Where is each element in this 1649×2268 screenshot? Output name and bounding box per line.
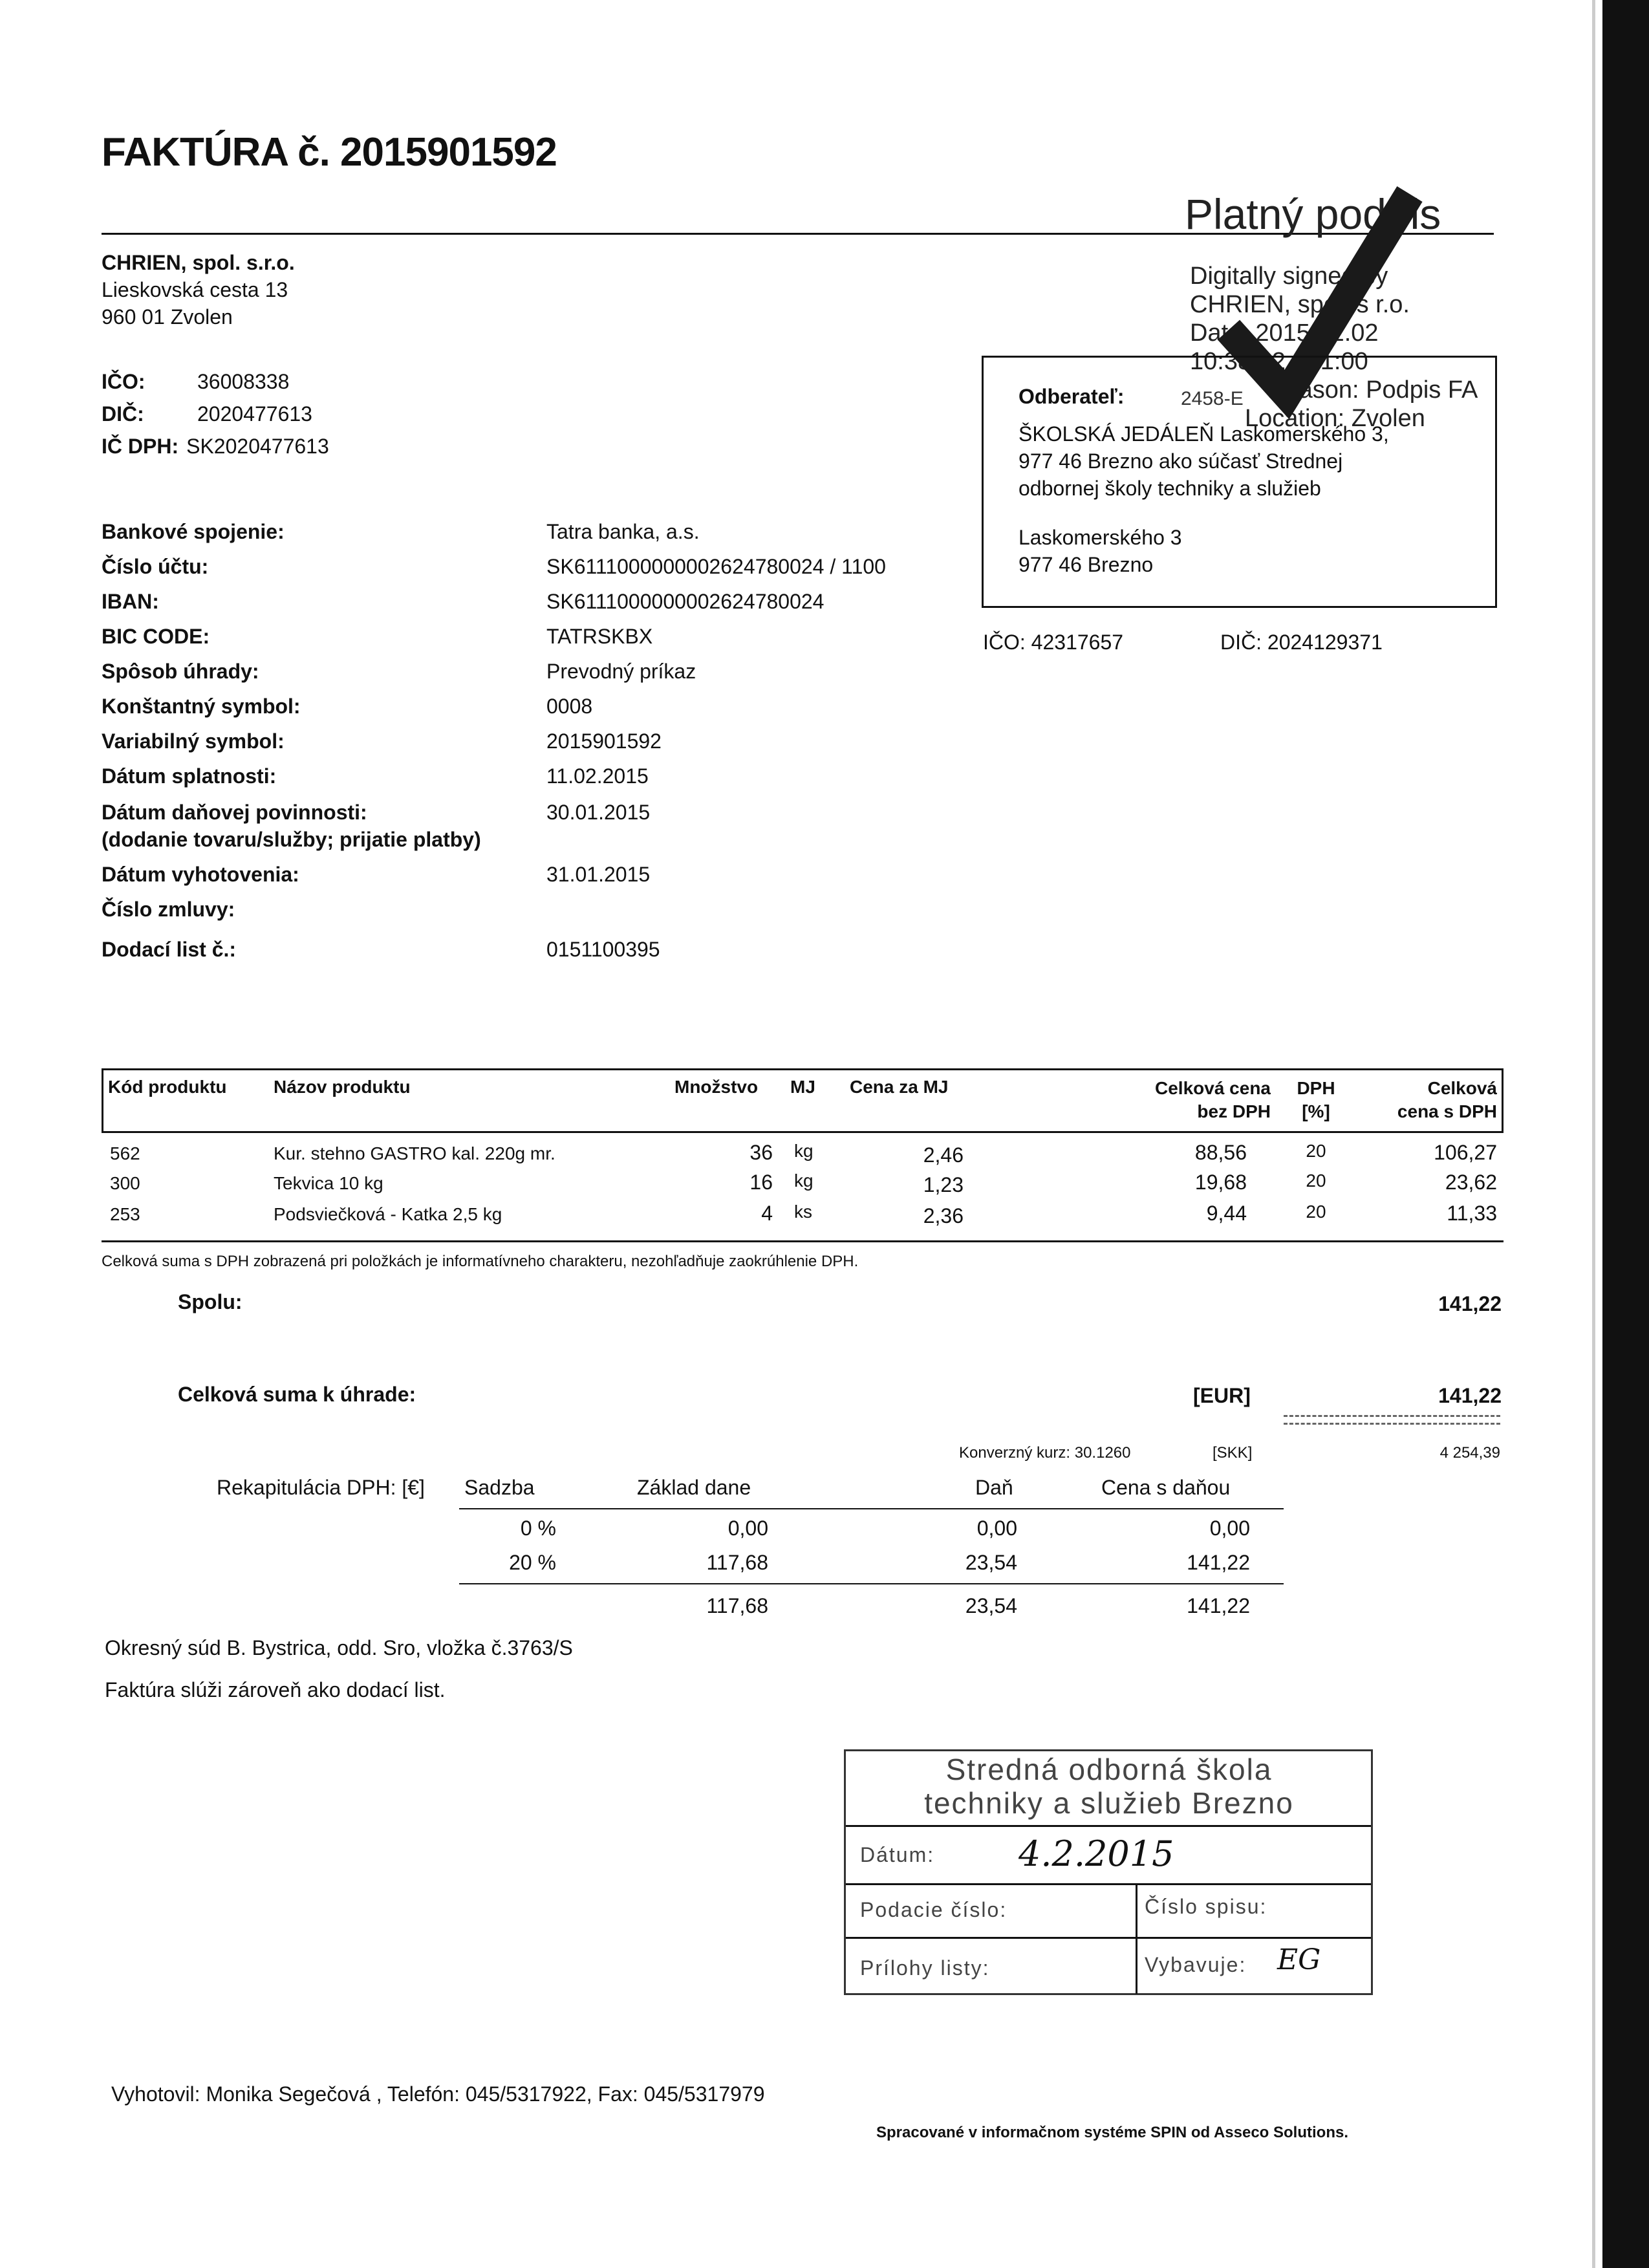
vat-recap-header-rate: Sadzba [464, 1476, 535, 1499]
customer-dic: DIČ: 2024129371 [1220, 631, 1383, 654]
col-vat-header-line: [%] [1302, 1101, 1330, 1121]
col-unit-header: MJ [790, 1077, 815, 1097]
supplier-street: Lieskovská cesta 13 [102, 278, 288, 301]
dic-value: 2020477613 [197, 402, 312, 426]
skk-label: [SKK] [1212, 1444, 1253, 1462]
vat-sum-total: 141,22 [1187, 1594, 1250, 1617]
stamp-rule [846, 1825, 1371, 1827]
payment-label: (dodanie tovaru/služby; prijatie platby) [102, 828, 481, 851]
customer-address [1018, 524, 1182, 578]
supplier-name: CHRIEN, spol. s.r.o. [102, 251, 295, 274]
payment-label: Číslo účtu: [102, 555, 209, 578]
row-vat: 20 [1306, 1141, 1326, 1161]
signature-line: Location: Zvolen [1245, 405, 1425, 432]
table-note: Celková suma s DPH zobrazená pri položkách je informatívneho charakteru, nezohľadňuje zaokrúhlenie DPH. [102, 1253, 859, 1270]
payment-label: Bankové spojenie: [102, 520, 285, 543]
vat-total: 141,22 [1187, 1551, 1250, 1574]
col-total-header-line: Celková cena [1155, 1078, 1271, 1098]
customer-line: odbornej školy techniky a služieb [1018, 477, 1321, 500]
stamp-line: Stredná odborná škola [945, 1753, 1273, 1786]
payment-label: Číslo zmluvy: [102, 898, 235, 921]
col-name-header: Názov produktu [274, 1077, 411, 1097]
payment-label: IBAN: [102, 590, 159, 613]
stamp-podacie-label: Podacie číslo: [860, 1898, 1008, 1921]
supplier-block [102, 249, 295, 330]
stamp-spisu-label: Číslo spisu: [1145, 1895, 1267, 1918]
ico-label: IČO: [102, 370, 146, 393]
row-unit: kg [794, 1171, 814, 1191]
signature-code: 2458-E [1181, 388, 1244, 409]
col-vat-header-line: DPH [1297, 1078, 1335, 1098]
skk-value: 4 254,39 [1439, 1444, 1500, 1462]
payment-value: 0151100395 [546, 938, 660, 961]
payment-value: SK6111000000002624780024 / 1100 [546, 555, 886, 578]
row-total: 88,56 [1194, 1141, 1247, 1164]
row-code: 300 [110, 1173, 140, 1193]
payment-label: Dátum vyhotovenia: [102, 863, 299, 886]
supplier-city: 960 01 Zvolen [102, 305, 233, 329]
vat-recap-header-rule [459, 1508, 1284, 1509]
col-gross-header-line: cena s DPH [1397, 1101, 1497, 1121]
vat-recap-header-total: Cena s daňou [1101, 1476, 1231, 1499]
footer-system: Spracované v informačnom systéme SPIN od Asseco Solutions. [876, 2124, 1348, 2141]
vat-total: 0,00 [1209, 1517, 1250, 1540]
row-price: 1,23 [923, 1173, 964, 1196]
signature-line: Date: 2015.02.02 [1190, 319, 1379, 347]
customer-address-city: 977 46 Brezno [1018, 553, 1154, 576]
col-gross-header-line: Celková [1427, 1078, 1497, 1098]
vat-rate: 0 % [520, 1517, 556, 1540]
scan-border [1602, 0, 1649, 2268]
payment-value: 2015901592 [546, 729, 662, 753]
customer-name [1018, 420, 1389, 502]
conversion-rate: Konverzný kurz: 30.1260 [959, 1444, 1131, 1462]
row-gross: 23,62 [1445, 1171, 1497, 1194]
stamp-vybavuje-label: Vybavuje: [1145, 1953, 1247, 1976]
row-unit: kg [794, 1141, 814, 1161]
spolu-value: 141,22 [1438, 1292, 1502, 1315]
col-code-header: Kód produktu [108, 1077, 227, 1097]
stamp-datum-label: Dátum: [860, 1843, 935, 1866]
vat-sum-base: 117,68 [706, 1594, 768, 1617]
row-qty: 16 [749, 1171, 773, 1194]
vat-sum-tax: 23,54 [965, 1594, 1017, 1617]
vat-recap-label: Rekapitulácia DPH: [€] [217, 1476, 425, 1499]
footer-author: Vyhotovil: Monika Segečová , Telefón: 045/5317922, Fax: 045/5317979 [111, 2082, 765, 2106]
payment-value: 30.01.2015 [546, 801, 651, 824]
customer-line: 977 46 Brezno ako súčasť Strednej [1018, 449, 1343, 473]
col-price-header: Cena za MJ [850, 1077, 949, 1097]
due-double-rule [1284, 1423, 1500, 1425]
payment-label: Dátum splatnosti: [102, 764, 277, 788]
row-unit: ks [794, 1202, 812, 1222]
stamp-prilohy-label: Prílohy listy: [860, 1956, 990, 1980]
vat-base: 117,68 [706, 1551, 768, 1574]
icdph-label: IČ DPH: [102, 435, 179, 458]
signature-title: Platný podpis [1185, 190, 1441, 238]
row-name: Kur. stehno GASTRO kal. 220g mr. [274, 1143, 555, 1163]
signature-line: 10:38:32 +01:00 [1190, 348, 1368, 375]
col-total-header-line: bez DPH [1197, 1101, 1271, 1121]
row-total: 19,68 [1194, 1171, 1247, 1194]
row-qty: 36 [749, 1141, 773, 1164]
row-qty: 4 [761, 1202, 773, 1225]
signature-line: Reason: Podpis FA [1267, 376, 1478, 404]
stamp-rule [846, 1937, 1371, 1939]
vat-base: 0,00 [727, 1517, 768, 1540]
row-name: Podsviečková - Katka 2,5 kg [274, 1204, 502, 1224]
col-gross-header [1352, 1077, 1497, 1123]
due-double-rule [1284, 1415, 1500, 1417]
payment-value: Tatra banka, a.s. [546, 520, 700, 543]
row-code: 562 [110, 1143, 140, 1163]
payment-label: BIC CODE: [102, 625, 210, 648]
row-code: 253 [110, 1204, 140, 1224]
payment-label: Spôsob úhrady: [102, 660, 259, 683]
payment-value: 31.01.2015 [546, 863, 651, 886]
spolu-label: Spolu: [178, 1290, 242, 1313]
col-qty-header: Množstvo [674, 1077, 759, 1097]
row-total: 9,44 [1206, 1202, 1247, 1225]
payment-label: Dodací list č.: [102, 938, 237, 961]
court-registration: Okresný súd B. Bystrica, odd. Sro, vložka č.3763/S [105, 1636, 573, 1659]
customer-line: ŠKOLSKÁ JEDÁLEŇ Laskomerského 3, [1018, 422, 1389, 446]
payment-label: Dátum daňovej povinnosti: [102, 801, 367, 824]
row-vat: 20 [1306, 1171, 1326, 1191]
row-price: 2,36 [923, 1204, 964, 1227]
stamp-vdivider [1136, 1885, 1137, 1994]
customer-address-street: Laskomerského 3 [1018, 526, 1182, 549]
stamp-school-name [847, 1753, 1371, 1820]
row-price: 2,46 [923, 1143, 964, 1167]
stamp-line: techniky a služieb Brezno [924, 1786, 1294, 1820]
payment-value: 0008 [546, 695, 593, 718]
vat-recap-header-base: Základ dane [637, 1476, 751, 1499]
ico-value: 36008338 [197, 370, 290, 393]
signature-line: CHRIEN, spol. s r.o. [1190, 291, 1410, 318]
payment-value: SK6111000000002624780024 [546, 590, 824, 613]
vat-rate: 20 % [509, 1551, 556, 1574]
payment-labels [102, 514, 481, 967]
row-gross: 11,33 [1447, 1202, 1497, 1225]
payment-value [546, 892, 886, 927]
row-vat: 20 [1306, 1202, 1326, 1222]
table-bottom-rule [102, 1240, 1503, 1242]
dic-label: DIČ: [102, 402, 144, 426]
col-vat-header [1287, 1077, 1345, 1123]
invoice-title: FAKTÚRA č. 2015901592 [102, 130, 557, 175]
stamp-initials: EG [1277, 1943, 1321, 1976]
col-total-header [1061, 1077, 1271, 1123]
icdph-value: SK2020477613 [186, 435, 329, 458]
payment-label: Variabilný symbol: [102, 729, 285, 753]
scan-edge [1592, 0, 1595, 2268]
stamp-datum-value: 4.2.2015 [1018, 1833, 1174, 1874]
payment-value: Prevodný príkaz [546, 660, 696, 683]
vat-recap-header-tax: Daň [975, 1476, 1013, 1499]
vat-tax: 23,54 [965, 1551, 1017, 1574]
payment-values [546, 514, 886, 967]
vat-recap-sum-rule [459, 1583, 1284, 1584]
due-value: 141,22 [1438, 1384, 1502, 1407]
customer-label: Odberateľ: [1018, 385, 1125, 408]
signature-line: Digitally signed by [1190, 263, 1388, 290]
payment-label: Konštantný symbol: [102, 695, 301, 718]
supplier-ids [102, 365, 329, 462]
row-gross: 106,27 [1434, 1141, 1497, 1164]
payment-value: TATRSKBX [546, 625, 653, 648]
vat-tax: 0,00 [976, 1517, 1017, 1540]
stamp-rule [846, 1883, 1371, 1885]
payment-value [546, 826, 886, 853]
row-name: Tekvica 10 kg [274, 1173, 383, 1193]
payment-value: 11.02.2015 [546, 764, 649, 788]
due-label: Celková suma k úhrade: [178, 1383, 416, 1406]
due-currency: [EUR] [1193, 1384, 1251, 1407]
customer-ico: IČO: 42317657 [983, 631, 1124, 654]
delivery-note: Faktúra slúži zároveň ako dodací list. [105, 1678, 446, 1701]
